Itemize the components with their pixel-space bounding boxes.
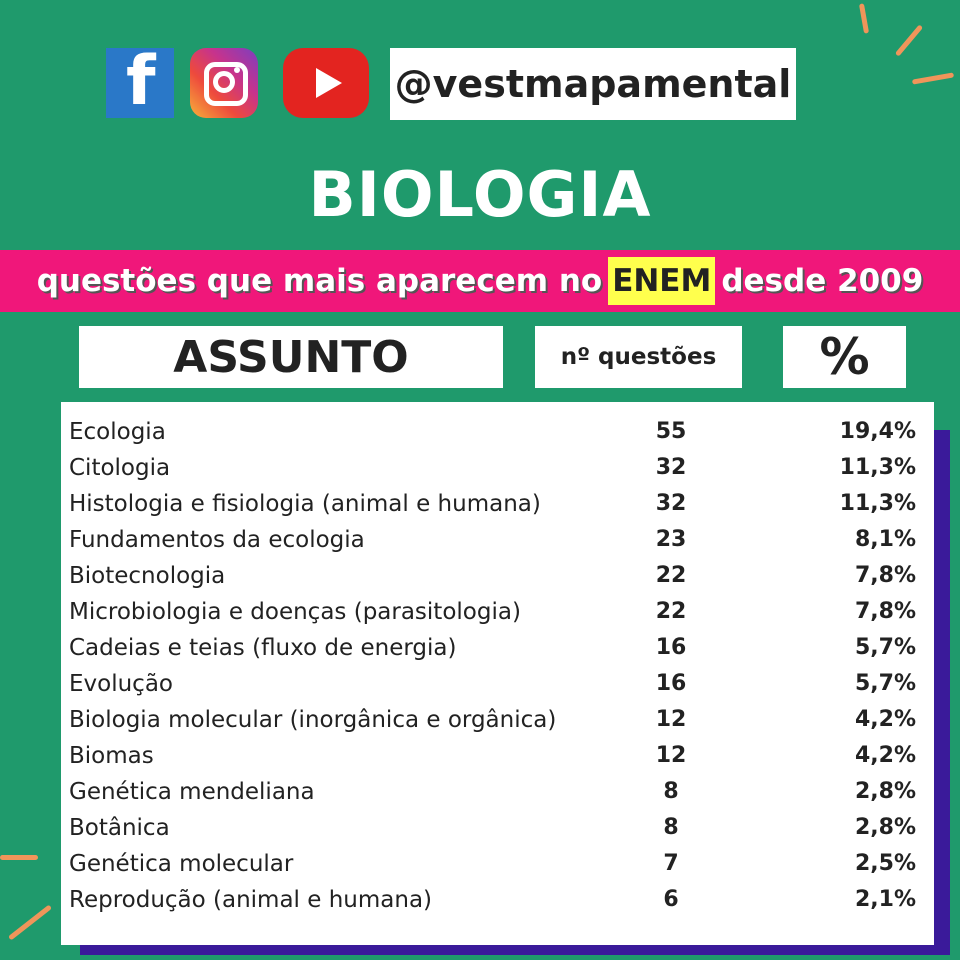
header-percent: % [783,326,906,388]
row-percent: 2,5% [854,851,916,876]
table-row [61,887,934,923]
decorative-dash [0,855,38,860]
banner-text-before: questões que mais aparecem no [36,263,603,299]
header-questoes: nº questões [535,326,742,388]
row-percent: 4,2% [854,743,916,768]
row-assunto: Biologia molecular (inorgânica e orgânica) [69,707,557,733]
decorative-dash [912,72,954,84]
row-percent: 5,7% [854,635,916,660]
subtitle-banner [0,250,960,312]
table-row [61,851,934,887]
table-row [61,491,934,527]
row-assunto: Biomas [69,743,154,769]
table-row [61,455,934,491]
row-percent: 19,4% [839,419,916,444]
row-assunto: Ecologia [69,419,166,445]
row-questoes: 22 [655,599,687,624]
row-questoes: 32 [655,455,687,480]
row-questoes: 12 [655,743,687,768]
row-assunto: Biotecnologia [69,563,226,589]
header-assunto: ASSUNTO [79,326,503,388]
row-percent: 8,1% [854,527,916,552]
page-title: BIOLOGIA [308,158,652,231]
youtube-icon[interactable] [283,48,369,118]
row-percent: 11,3% [839,455,916,480]
table-row [61,671,934,707]
row-questoes: 16 [655,635,687,660]
table-row [61,419,934,455]
row-questoes: 32 [655,491,687,516]
row-assunto: Cadeias e teias (fluxo de energia) [69,635,457,661]
row-questoes: 7 [663,851,679,876]
row-percent: 7,8% [854,563,916,588]
table-row [61,635,934,671]
table-row [61,707,934,743]
row-questoes: 8 [663,815,679,840]
row-questoes: 55 [655,419,687,444]
social-handle: @vestmapamental [390,48,796,120]
table-row [61,815,934,851]
banner-text-after: desde 2009 [721,263,924,299]
row-assunto: Histologia e fisiologia (animal e humana) [69,491,541,517]
row-questoes: 8 [663,779,679,804]
table-row [61,563,934,599]
row-percent: 4,2% [854,707,916,732]
table-row [61,527,934,563]
row-questoes: 6 [663,887,679,912]
row-assunto: Evolução [69,671,173,697]
decorative-dash [895,24,923,56]
row-assunto: Citologia [69,455,171,481]
row-assunto: Genética mendeliana [69,779,315,805]
facebook-icon[interactable]: f [106,48,174,118]
row-assunto: Botânica [69,815,170,841]
row-assunto: Microbiologia e doenças (parasitologia) [69,599,521,625]
row-questoes: 16 [655,671,687,696]
row-assunto: Fundamentos da ecologia [69,527,365,553]
decorative-dash [8,905,52,941]
decorative-dash [859,3,869,33]
row-questoes: 12 [655,707,687,732]
row-percent: 11,3% [839,491,916,516]
row-percent: 2,1% [854,887,916,912]
topics-table [61,402,934,945]
table-row [61,779,934,815]
row-assunto: Reprodução (animal e humana) [69,887,433,913]
table-row [61,599,934,635]
row-assunto: Genética molecular [69,851,294,877]
row-questoes: 23 [655,527,687,552]
instagram-icon[interactable] [190,48,258,118]
row-percent: 5,7% [854,671,916,696]
row-questoes: 22 [655,563,687,588]
row-percent: 2,8% [854,779,916,804]
banner-highlight: ENEM [608,257,715,305]
row-percent: 7,8% [854,599,916,624]
table-row [61,743,934,779]
row-percent: 2,8% [854,815,916,840]
